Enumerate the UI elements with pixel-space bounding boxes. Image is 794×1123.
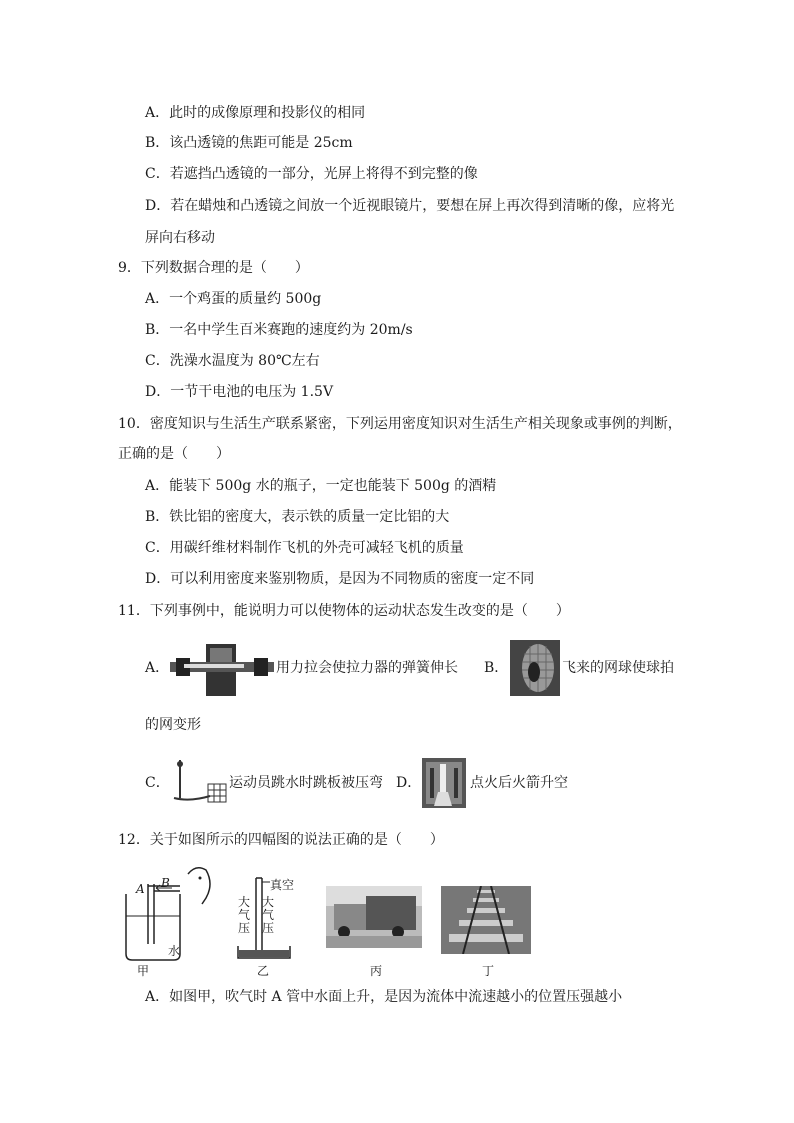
figure-jia-water-label: 水 (168, 944, 181, 958)
figure-ding-caption: 丁 (482, 964, 495, 978)
figure-yi-right-pressure-label: 大气压 (262, 895, 275, 935)
q11-option-c-label: C． (145, 775, 170, 791)
q9-option-a: A．一个鸡蛋的质量约 500g (145, 291, 322, 307)
q10-option-c: C．用碳纤维材料制作飞机的外壳可减轻飞机的质量 (145, 540, 464, 556)
q10-stem-line2: 正确的是（ ） (118, 446, 230, 462)
q8-option-b: B．该凸透镜的焦距可能是 25cm (145, 135, 353, 151)
q11-option-b-text: 飞来的网球使球拍 (562, 660, 674, 676)
figure-yi-vacuum-label: 真空 (270, 878, 295, 892)
q11-option-d-text: 点火后火箭升空 (470, 775, 568, 791)
rocket-launch-image (422, 758, 466, 808)
q8-option-c: C．若遮挡凸透镜的一部分，光屏上将得不到完整的像 (145, 166, 478, 182)
q11-option-a-label: A． (145, 660, 170, 676)
q11-option-c-text: 运动员跳水时跳板被压弯 (229, 775, 383, 791)
figure-jia-caption: 甲 (137, 964, 150, 978)
q9-stem: 9．下列数据合理的是（ ） (118, 260, 309, 276)
q11-stem: 11．下列事例中，能说明力可以使物体的运动状态发生改变的是（ ） (118, 603, 570, 619)
diving-board-image (170, 758, 228, 804)
q11-option-b-label: B． (484, 660, 509, 676)
figure-bing-truck-photo (326, 886, 422, 948)
q9-option-c: C．洗澡水温度为 80℃左右 (145, 353, 320, 369)
q10-option-a: A．能装下 500g 水的瓶子，一定也能装下 500g 的酒精 (145, 478, 497, 494)
figure-jia-label-a: A (136, 882, 145, 896)
q10-stem-line1: 10．密度知识与生活生产联系紧密，下列运用密度知识对生活生产相关现象或事例的判断， (118, 416, 682, 432)
q9-option-d: D．一节干电池的电压为 1.5V (145, 384, 334, 400)
q11-option-b-text-cont: 的网变形 (145, 717, 201, 733)
q12-option-a: A．如图甲，吹气时 A 管中水面上升，是因为流体中流速越小的位置压强越小 (145, 989, 623, 1005)
q9-option-b: B．一名中学生百米赛跑的速度约为 20m/s (145, 322, 413, 338)
q8-option-a: A．此时的成像原理和投影仪的相同 (145, 105, 366, 121)
q8-option-d: D．若在蜡烛和凸透镜之间放一个近视眼镜片，要想在屏上再次得到清晰的像，应将光 (145, 198, 675, 214)
q11-option-a-text: 用力拉会使拉力器的弹簧伸长 (276, 660, 458, 676)
tennis-racket-image (510, 640, 560, 696)
spring-expander-image (170, 644, 274, 696)
q8-option-d-cont: 屏向右移动 (145, 230, 215, 246)
figure-yi-left-pressure-label: 大气压 (238, 895, 251, 935)
q12-stem: 12．关于如图所示的四幅图的说法正确的是（ ） (118, 832, 444, 848)
figure-jia-label-b: B (161, 876, 170, 890)
q11-option-d-label: D． (396, 775, 422, 791)
figure-yi-caption: 乙 (257, 964, 270, 978)
figure-bing-caption: 丙 (370, 964, 383, 978)
q10-option-d: D．可以利用密度来鉴别物质，是因为不同物质的密度一定不同 (145, 571, 535, 587)
figure-ding-railway-photo (441, 886, 531, 954)
q10-option-b: B．铁比铝的密度大，表示铁的质量一定比铝的大 (145, 509, 450, 525)
